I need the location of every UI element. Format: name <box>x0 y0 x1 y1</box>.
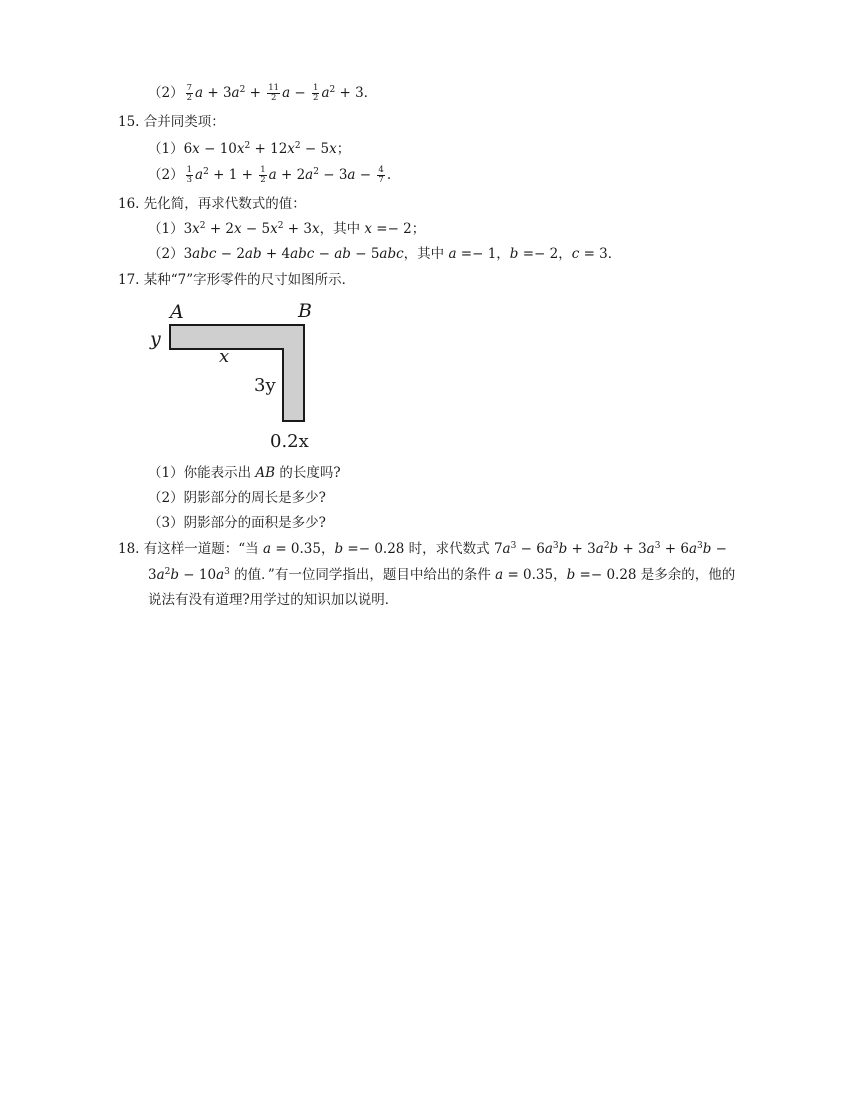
item-label: （2） <box>148 246 184 262</box>
numerator: 1 <box>186 165 193 175</box>
q18-line3: 说法有没有道理?用学过的知识加以说明． <box>148 592 399 608</box>
exponent: 2 <box>294 141 301 151</box>
item-label: （2） <box>148 167 184 183</box>
fraction <box>312 84 319 103</box>
expr: 𝑎 <box>195 167 204 183</box>
text: 有这样一道题：“当 𝑎 = 0.35，𝑏 =− 0.28 时，求代数式 7𝑎 <box>143 541 511 557</box>
q17-heading <box>118 271 355 289</box>
label-y: y <box>150 328 161 350</box>
exponent: 3 <box>697 541 703 551</box>
denominator: 2 <box>260 175 266 185</box>
label-x: x <box>219 346 230 367</box>
text: 3𝑎 <box>148 567 165 583</box>
q17-sub1: （1）你能表示出 𝐴𝐵 的长度吗? <box>148 465 341 481</box>
denominator: 2 <box>270 93 277 103</box>
denominator: 3 <box>186 175 193 185</box>
question-title: 某种“7”字形零件的尺寸如图所示． <box>143 272 356 288</box>
expr: 3𝑎𝑏𝑐 − 2𝑎𝑏 + 4𝑎𝑏𝑐 − 𝑎𝑏 − 5𝑎𝑏𝑐，其中 𝑎 =− 1，𝑏 =− 2，𝑐 = 3． <box>183 246 622 262</box>
question-number: 17. <box>118 272 140 288</box>
q18-line1 <box>118 540 727 558</box>
text: 𝑏 + 3𝑎 <box>609 541 655 557</box>
q17-sub2: （2）阴影部分的周长是多少? <box>148 490 326 506</box>
item-label: （1） <box>148 141 184 157</box>
fraction <box>377 166 384 185</box>
denominator: 2 <box>313 93 319 103</box>
expr: 𝑎 <box>321 85 330 101</box>
question-number: 16. <box>118 196 140 212</box>
seven-shape-figure <box>148 300 328 455</box>
expr: + 2𝑥 − 5𝑥 <box>205 221 278 237</box>
expr: 𝑎 − <box>282 85 311 101</box>
fraction <box>259 166 266 185</box>
question-number: 18. <box>118 541 140 557</box>
numerator: 11 <box>268 83 280 93</box>
text: + 6𝑎 <box>660 541 698 557</box>
question-title: 先化简，再求代数式的值： <box>143 196 306 212</box>
fraction <box>186 166 193 185</box>
text: 𝑏 − <box>702 541 727 557</box>
numerator: 4 <box>378 165 384 175</box>
expr: + 3𝑥，其中 𝑥 =− 2； <box>283 221 426 237</box>
question-number: 15. <box>118 114 140 130</box>
q15-heading <box>118 113 225 131</box>
expr: . <box>386 167 392 183</box>
exponent: 3 <box>654 541 661 551</box>
expr: − 3𝑎 − <box>318 167 376 183</box>
item-label: （2） <box>148 85 184 101</box>
q16-item2 <box>148 245 621 263</box>
expr: 3𝑥 <box>183 221 200 237</box>
expr: + 3． <box>335 85 378 101</box>
q14-item2 <box>148 84 377 103</box>
denominator: 2 <box>186 93 193 103</box>
exponent: 2 <box>239 85 246 95</box>
expr: + 12𝑥 <box>250 141 295 157</box>
q17-sub3: （3）阴影部分的面积是多少? <box>148 515 326 531</box>
exponent: 2 <box>199 221 206 231</box>
expr: − 5𝑥； <box>300 141 351 157</box>
expr: 6𝑥 − 10𝑥 <box>183 141 245 157</box>
label-3y: 3y <box>254 375 276 396</box>
exponent: 2 <box>329 85 336 95</box>
fraction <box>267 84 280 103</box>
q18-line2 <box>148 566 735 584</box>
expr: 𝑎 + 3𝑎 <box>195 85 240 101</box>
text: 𝑏 + 3𝑎 <box>558 541 604 557</box>
exponent: 3 <box>552 541 559 551</box>
label-B: B <box>298 300 312 322</box>
shaded-seven-shape <box>170 325 304 421</box>
q16-item1 <box>148 220 425 238</box>
text: 𝑏 − 10𝑎 <box>170 567 225 583</box>
expr: + 1 + <box>208 167 258 183</box>
q15-item2 <box>148 166 391 185</box>
numerator: 7 <box>186 83 193 93</box>
exponent: 2 <box>277 221 284 231</box>
label-A: A <box>170 301 184 323</box>
expr: 𝑎 + 2𝑎 <box>268 167 314 183</box>
numerator: 1 <box>313 83 319 93</box>
q16-heading <box>118 195 306 213</box>
exponent: 3 <box>224 567 230 577</box>
numerator: 1 <box>260 165 266 175</box>
exponent: 2 <box>203 167 209 177</box>
text: 的值．”有一位同学指出，题目中给出的条件 𝑎 = 0.35，𝑏 =− 0.28 是多余的，他的 <box>229 567 736 583</box>
fraction <box>186 84 193 103</box>
expr: + <box>245 85 266 101</box>
q15-item1 <box>148 140 350 158</box>
exponent: 2 <box>313 167 319 177</box>
exponent: 2 <box>603 541 610 551</box>
text: − 6𝑎 <box>516 541 553 557</box>
question-title: 合并同类项： <box>143 114 225 130</box>
exponent: 3 <box>510 541 517 551</box>
denominator: 7 <box>378 175 384 185</box>
label-0-2x: 0.2x <box>270 431 309 452</box>
exponent: 2 <box>244 141 251 151</box>
item-label: （1） <box>148 221 184 237</box>
exponent: 2 <box>164 567 171 577</box>
